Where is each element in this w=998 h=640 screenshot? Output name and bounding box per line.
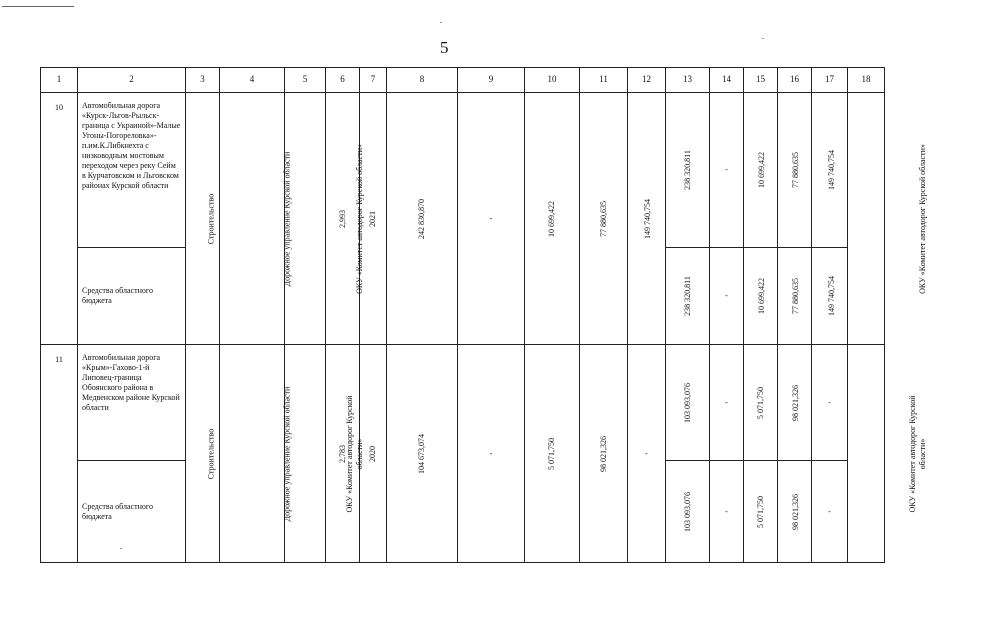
col14-value: - [725, 165, 728, 174]
col9-cell [458, 345, 525, 563]
col15-value: 10 699,422 [757, 152, 766, 188]
col12-cell [628, 345, 666, 563]
page-number: 5 [440, 38, 449, 57]
length-value: 2,993 [337, 209, 347, 228]
col16-value: 77 880,635 [791, 152, 800, 188]
length-value: 2,783 [337, 444, 347, 463]
col17-cell [812, 93, 848, 248]
funding-source: Средства областного бюджета [78, 248, 186, 345]
col10-value: 5 071,750 [547, 437, 556, 470]
col15-cell [744, 93, 778, 248]
col17-cell [812, 345, 848, 461]
col13-value: 103 093,076 [682, 491, 692, 532]
col16-cell [778, 248, 812, 345]
header-cell: 7 [360, 68, 387, 93]
col14-cell [710, 345, 744, 461]
col14-cell [710, 461, 744, 563]
header-cell: 4 [220, 68, 285, 93]
header-cell: 2 [78, 68, 186, 93]
col16-value: 98 021,326 [791, 493, 800, 530]
col13-cell [666, 345, 710, 461]
data-table [40, 67, 927, 563]
col13-value: 103 093,076 [682, 382, 692, 423]
row-index: 11 [41, 345, 78, 563]
scan-artifact-line [2, 6, 74, 7]
scan-speck [440, 22, 442, 23]
header-cell: 6 [326, 68, 360, 93]
col16-cell [778, 93, 812, 248]
col12-value: 149 740,754 [643, 198, 652, 239]
col13-cell [666, 248, 710, 345]
total-cell [387, 345, 458, 563]
col9-value: - [489, 448, 493, 458]
col17-cell [812, 461, 848, 563]
work-type-cell [186, 345, 220, 563]
col17-value: - [828, 506, 831, 516]
col16-value: 77 880,635 [791, 278, 800, 314]
col15-cell [744, 248, 778, 345]
total-cell [387, 93, 458, 345]
responsible-cell [848, 345, 927, 563]
col14-value: - [725, 397, 728, 407]
col15-value: 5 071,750 [755, 386, 765, 419]
department: Дорожное управление Курской области [282, 151, 292, 286]
scan-speck [762, 38, 764, 39]
object-name: Автомобильная дорога «Крым»-Гахово-1-й Липовец-граница Обоянского района в Медвенском районе Курской области [78, 345, 186, 461]
header-cell: 3 [186, 68, 220, 93]
header-cell: 5 [285, 68, 326, 93]
col11-cell [580, 345, 628, 563]
customer: ОКУ «Комитет автодорог Курской области» [345, 395, 364, 512]
department-cell [220, 345, 292, 563]
total-value: 104 673,074 [417, 433, 426, 474]
col15-value: 10 699,422 [757, 278, 766, 314]
responsible: ОКУ «Комитет автодорог Курской области» [917, 143, 927, 294]
col14-value: - [725, 506, 728, 516]
department-cell [220, 93, 292, 345]
col16-cell [778, 461, 812, 563]
work-type: Строительство [206, 428, 216, 479]
header-cell: 11 [580, 68, 628, 93]
col10-value: 10 699,422 [547, 200, 556, 237]
header-cell: 9 [458, 68, 525, 93]
col9-value: - [489, 213, 493, 223]
col11-cell [580, 93, 628, 345]
header-cell: 16 [778, 68, 812, 93]
header-cell: 14 [710, 68, 744, 93]
col17-value: 149 740,754 [827, 150, 836, 190]
col15-cell [744, 345, 778, 461]
col13-cell [666, 461, 710, 563]
col12-value: - [645, 448, 648, 458]
table-row [41, 93, 885, 248]
col17-cell [812, 248, 848, 345]
col10-cell [525, 93, 580, 345]
col11-value: 77 880,635 [598, 200, 608, 237]
col16-cell [778, 345, 812, 461]
col16-value: 98 021,326 [791, 384, 800, 421]
responsible-cell [848, 93, 927, 345]
total-value: 242 830,870 [417, 198, 426, 239]
col13-cell [666, 93, 710, 248]
header-cell: 17 [812, 68, 848, 93]
header-row [41, 68, 885, 93]
col15-value: 5 071,750 [755, 495, 765, 528]
col12-cell [628, 93, 666, 345]
header-cell: 12 [628, 68, 666, 93]
col17-value: - [828, 397, 831, 407]
year-value: 2021 [368, 210, 377, 227]
header-cell: 18 [848, 68, 885, 93]
col13-value: 238 320,811 [682, 276, 692, 316]
header-cell: 8 [387, 68, 458, 93]
work-type: Строительство [206, 193, 216, 244]
col17-value: 149 740,754 [827, 276, 836, 316]
header-cell: 10 [525, 68, 580, 93]
header-cell: 13 [666, 68, 710, 93]
col9-cell [458, 93, 525, 345]
col14-cell [710, 248, 744, 345]
row-index: 10 [41, 93, 78, 345]
funding-source: Средства областного бюджета [78, 461, 186, 563]
year-value: 2020 [368, 445, 377, 462]
col13-value: 238 320,811 [682, 150, 692, 190]
table-row [41, 345, 885, 461]
header-cell: 15 [744, 68, 778, 93]
department: Дорожное управление Курской области [282, 386, 292, 521]
col11-value: 98 021,326 [598, 435, 608, 472]
customer: ОКУ «Комитет автодорог Курской области» [354, 143, 364, 294]
col15-cell [744, 461, 778, 563]
header-cell: 1 [41, 68, 78, 93]
object-name: Автомобильная дорога «Курск-Льгов-Рыльск-граница с Украиной»-Малые Угоны-Погореловка»-п.им.К.Либкнехта с низководным мостовым переходом через реку Сейм в Курчатовском и Льговском районах Курской области [78, 93, 186, 248]
col10-cell [525, 345, 580, 563]
col14-value: - [725, 291, 728, 300]
col14-cell [710, 93, 744, 248]
work-type-cell [186, 93, 220, 345]
responsible: ОКУ «Комитет автодорог Курской области» [908, 395, 927, 512]
